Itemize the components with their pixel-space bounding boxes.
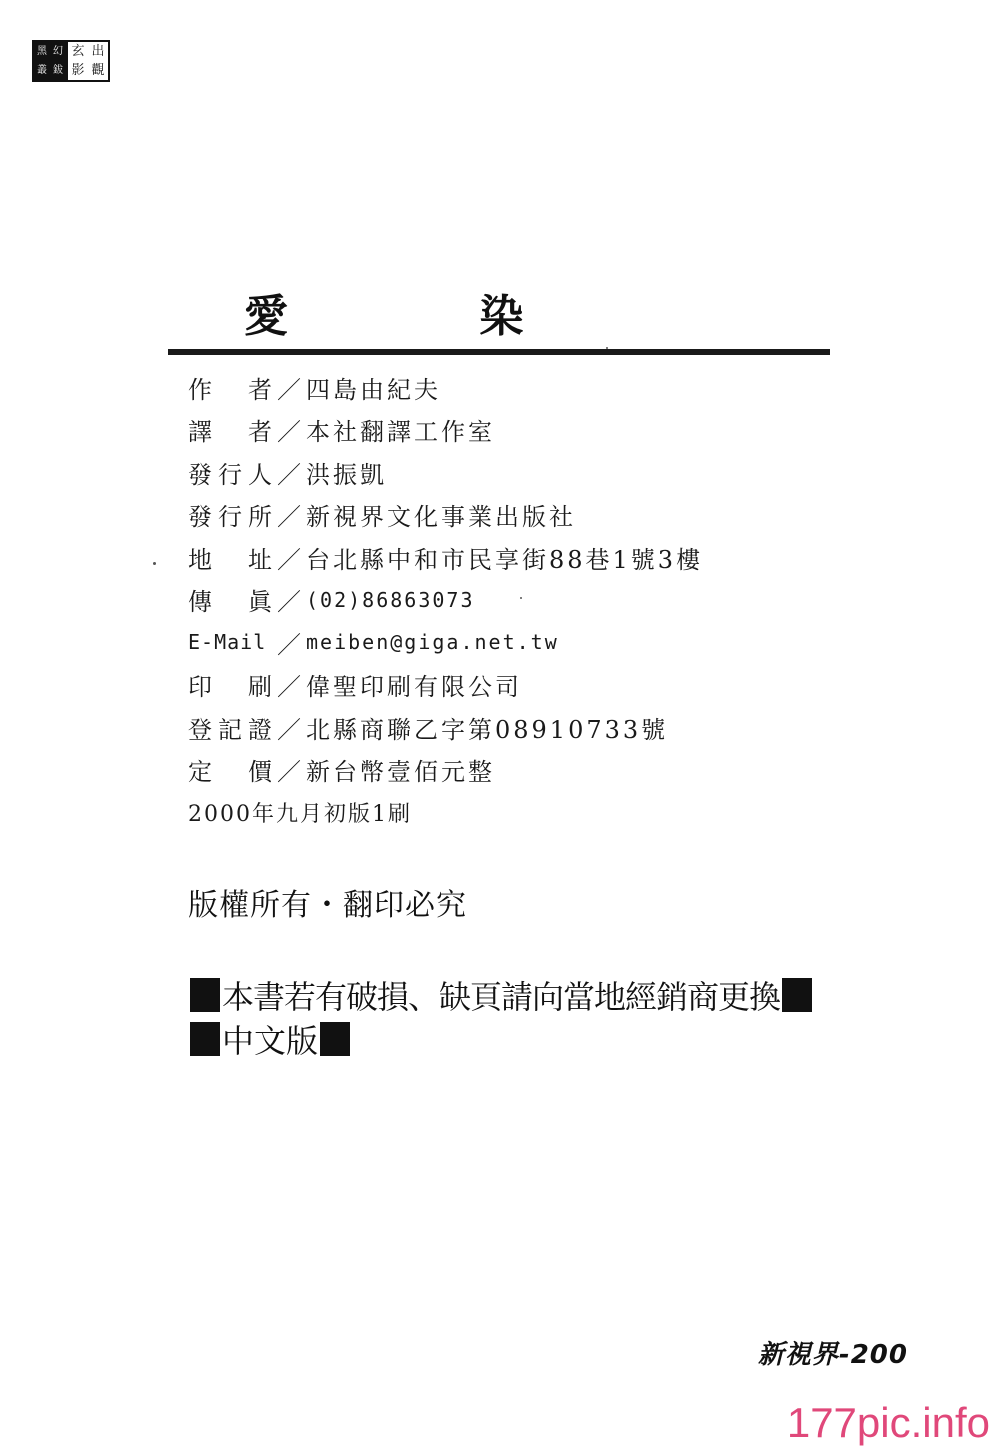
replacement-notice-text: 本書若有破損、缺頁請向當地經銷商更換 xyxy=(222,978,781,1016)
colophon-label: 地 址 xyxy=(188,545,272,574)
colophon-row-translator xyxy=(188,409,828,452)
colophon-value: 新台幣壹佰元整 xyxy=(306,758,495,787)
colophon-label: 登記證 xyxy=(188,715,272,744)
logo-char: 出 xyxy=(91,44,105,59)
colophon-value: 新視界文化事業出版社 xyxy=(306,503,576,532)
colophon-value: meiben@giga.net.tw xyxy=(306,630,559,655)
colophon-label: 發行所 xyxy=(188,503,272,532)
copyright-notice: 版權所有・翻印必究 xyxy=(188,888,467,923)
colophon-slash: ／ xyxy=(277,460,301,489)
logo-char: 觀 xyxy=(91,63,105,78)
colophon-slash: ／ xyxy=(277,503,301,532)
black-square-icon xyxy=(190,1022,220,1056)
colophon-slash: ／ xyxy=(277,418,301,447)
scan-speck xyxy=(153,562,156,565)
colophon-value: 偉聖印刷有限公司 xyxy=(306,673,522,702)
edition-line: 2000年九月初版1刷 xyxy=(188,801,412,827)
colophon-row-registration xyxy=(188,706,828,749)
colophon-block xyxy=(188,366,828,834)
colophon-label: 發行人 xyxy=(188,460,272,489)
replacement-notice xyxy=(188,972,814,1018)
colophon-value: 本社翻譯工作室 xyxy=(306,418,495,447)
colophon-row-printer xyxy=(188,664,828,707)
colophon-label: 作 者 xyxy=(188,375,272,404)
colophon-value: 四島由紀夫 xyxy=(306,375,441,404)
logo-char: 幻 xyxy=(53,45,63,57)
colophon-label: 譯 者 xyxy=(188,418,272,447)
logo-char: 黑 xyxy=(37,45,47,57)
black-square-icon xyxy=(320,1022,350,1056)
colophon-label: 傳 眞 xyxy=(188,588,272,617)
scan-speck xyxy=(520,597,522,599)
publisher-logo xyxy=(32,40,110,82)
title-rule xyxy=(168,349,830,355)
colophon-slash: ／ xyxy=(277,673,301,702)
colophon-row-price xyxy=(188,749,828,792)
colophon-slash: ／ xyxy=(277,715,301,744)
logo-char: 影 xyxy=(71,63,85,78)
colophon-row-author xyxy=(188,366,828,409)
colophon-value: 台北縣中和市民享街88巷1號3樓 xyxy=(306,545,704,574)
colophon-row-address xyxy=(188,536,828,579)
watermark-link[interactable]: 177pic.info xyxy=(786,1399,990,1446)
colophon-label: E-Mail xyxy=(188,630,267,655)
logo-light-block xyxy=(68,40,110,82)
colophon-slash: ／ xyxy=(277,588,301,617)
colophon-label: 印 刷 xyxy=(188,673,272,702)
logo-dark-block xyxy=(32,40,68,82)
black-square-icon xyxy=(190,978,220,1012)
colophon-row-publisher xyxy=(188,451,828,494)
colophon-row-publishing-house xyxy=(188,494,828,537)
colophon-value: 北縣商聯乙字第08910733號 xyxy=(306,715,669,744)
version-notice-text: 中文版 xyxy=(222,1022,319,1060)
colophon-slash: ／ xyxy=(277,545,301,574)
black-square-icon xyxy=(782,978,812,1012)
logo-char: 玄 xyxy=(71,44,85,59)
colophon-slash: ／ xyxy=(277,630,301,659)
logo-char: 叢 xyxy=(37,64,47,76)
colophon-slash: ／ xyxy=(277,375,301,404)
series-code: 新視界-200 xyxy=(757,1340,908,1370)
colophon-row-fax xyxy=(188,579,828,622)
version-notice xyxy=(188,1016,352,1062)
colophon-value: (02)86863073 xyxy=(306,587,475,612)
colophon-slash: ／ xyxy=(277,758,301,787)
scan-speck xyxy=(606,347,608,349)
colophon-label: 定 價 xyxy=(188,758,272,787)
colophon-value: 洪振凱 xyxy=(306,460,387,489)
logo-char: 鈸 xyxy=(53,64,63,76)
book-title: 愛 染 xyxy=(244,291,612,342)
colophon-row-email xyxy=(188,621,828,664)
